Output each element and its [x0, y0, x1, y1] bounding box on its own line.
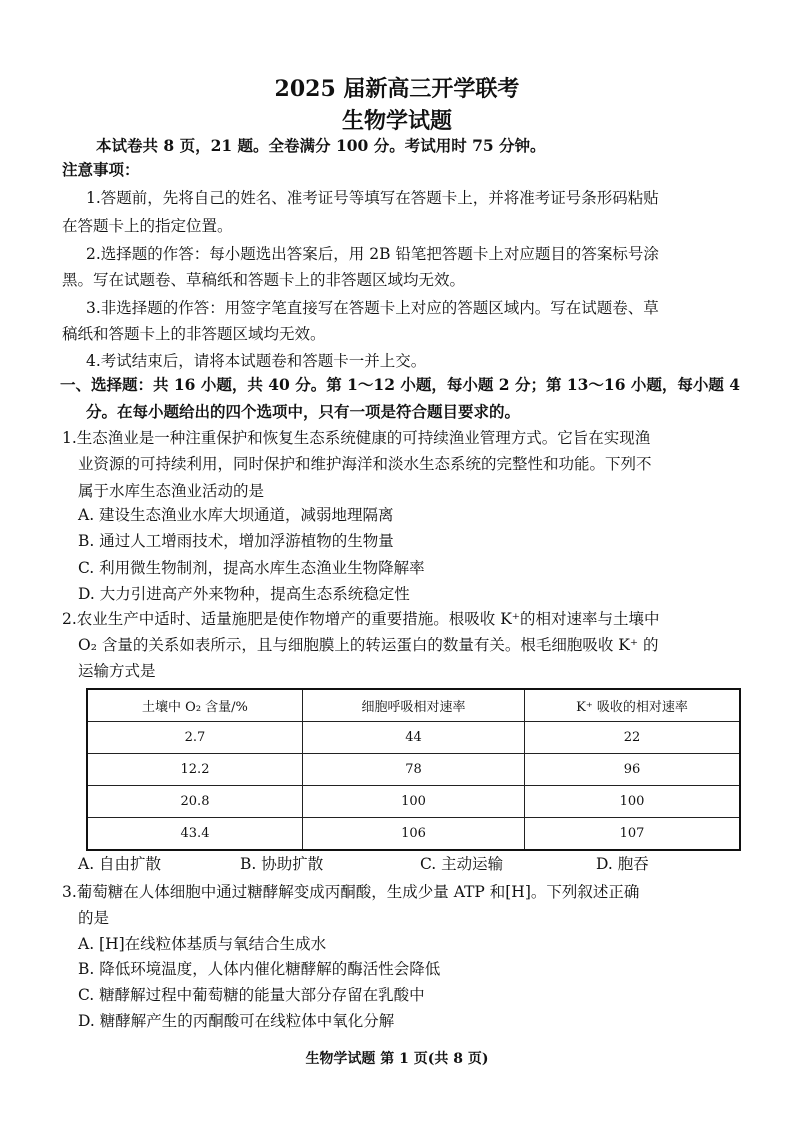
question-1-option-a: A. 建设生态渔业水库大坝通道，减弱地理隔离 — [78, 506, 394, 524]
question-3-option-d: D. 糖酵解产生的丙酮酸可在线粒体中氧化分解 — [78, 1012, 395, 1030]
table-row — [87, 818, 740, 851]
table-cell: 106 — [302, 818, 524, 851]
exam-title: 2025 届新高三开学联考 — [274, 76, 520, 102]
table-cell: 12.2 — [87, 754, 302, 786]
table-cell: 2.7 — [87, 722, 302, 754]
notes-heading: 注意事项： — [62, 160, 140, 179]
table-cell: 43.4 — [87, 818, 302, 851]
table-cell: 107 — [525, 818, 741, 851]
page-footer: 生物学试题 第 1 页(共 8 页) — [305, 1051, 489, 1067]
question-3-option-c: C. 糖酵解过程中葡萄糖的能量大部分存留在乳酸中 — [78, 986, 425, 1004]
section-1-heading-line-2: 分。在每小题给出的四个选项中，只有一项是符合题目要求的。 — [86, 402, 521, 421]
note-3-line-1: 3.非选择题的作答：用签字笔直接写在答题卡上对应的答题区域内。写在试题卷、草 — [86, 299, 659, 317]
table-header-row — [87, 689, 740, 722]
note-1-line-1: 1.答题前，先将自己的姓名、准考证号等填写在答题卡上，并将准考证号条形码粘贴 — [86, 189, 659, 207]
table-row — [87, 754, 740, 786]
note-2-line-1: 2.选择题的作答：每小题选出答案后，用 2B 铅笔把答题卡上对应题目的答案标号涂 — [86, 245, 659, 263]
question-1-line-2: 业资源的可持续利用，同时保护和维护海洋和淡水生态系统的完整性和功能。下列不 — [78, 455, 652, 473]
question-2-option-b: B. 协助扩散 — [240, 855, 324, 873]
table-cell: 44 — [302, 722, 524, 754]
exam-subtitle: 生物学试题 — [341, 108, 452, 134]
question-2-line-1: 2.农业生产中适时、适量施肥是使作物增产的重要措施。根吸收 K⁺的相对速率与土壤中 — [62, 610, 660, 628]
table-row — [87, 722, 740, 754]
note-1-line-2: 在答题卡上的指定位置。 — [62, 217, 233, 235]
note-3-line-2: 稿纸和答题卡上的非答题区域均无效。 — [62, 325, 326, 343]
table-cell: 100 — [302, 786, 524, 818]
table-cell: 20.8 — [87, 786, 302, 818]
oxygen-potassium-table — [86, 688, 741, 851]
question-3-line-1: 3.葡萄糖在人体细胞中通过糖酵解变成丙酮酸，生成少量 ATP 和[H]。下列叙述正确 — [62, 883, 640, 901]
question-1-line-3: 属于水库生态渔业活动的是 — [78, 482, 265, 500]
question-2-option-d: D. 胞吞 — [596, 855, 649, 873]
table-row — [87, 786, 740, 818]
table-cell: 22 — [525, 722, 741, 754]
question-2-option-a: A. 自由扩散 — [78, 855, 162, 873]
note-4: 4.考试结束后，请将本试题卷和答题卡一并上交。 — [86, 352, 427, 370]
question-2-option-c: C. 主动运输 — [420, 855, 504, 873]
question-2-line-3: 运输方式是 — [78, 662, 156, 680]
question-1-line-1: 1.生态渔业是一种注重保护和恢复生态系统健康的可持续渔业管理方式。它旨在实现渔 — [62, 429, 651, 447]
question-3-line-2: 的是 — [78, 909, 110, 927]
table-cell: 100 — [525, 786, 741, 818]
table-header: K⁺ 吸收的相对速率 — [525, 689, 741, 722]
question-1-option-d: D. 大力引进高产外来物种，提高生态系统稳定性 — [78, 585, 410, 603]
table-header: 土壤中 O₂ 含量/% — [87, 689, 302, 722]
table-cell: 78 — [302, 754, 524, 786]
question-1-option-c: C. 利用微生物制剂，提高水库生态渔业生物降解率 — [78, 559, 425, 577]
section-1-heading-line-1: 一、选择题：共 16 小题，共 40 分。第 1～12 小题，每小题 2 分；第 13～16 小题，每小题 4 — [60, 375, 741, 394]
table-header: 细胞呼吸相对速率 — [302, 689, 524, 722]
question-2-line-2: O₂ 含量的关系如表所示，且与细胞膜上的转运蛋白的数量有关。根毛细胞吸收 K⁺ 的 — [78, 636, 659, 654]
exam-summary: 本试卷共 8 页，21 题。全卷满分 100 分。考试用时 75 分钟。 — [96, 136, 546, 155]
table-cell: 96 — [525, 754, 741, 786]
note-2-line-2: 黑。写在试题卷、草稿纸和答题卡上的非答题区域均无效。 — [62, 271, 466, 289]
question-1-option-b: B. 通过人工增雨技术，增加浮游植物的生物量 — [78, 532, 394, 550]
question-3-option-a: A. [H]在线粒体基质与氧结合生成水 — [78, 935, 327, 953]
question-3-option-b: B. 降低环境温度，人体内催化糖酵解的酶活性会降低 — [78, 960, 441, 978]
question-2-options — [78, 852, 738, 876]
